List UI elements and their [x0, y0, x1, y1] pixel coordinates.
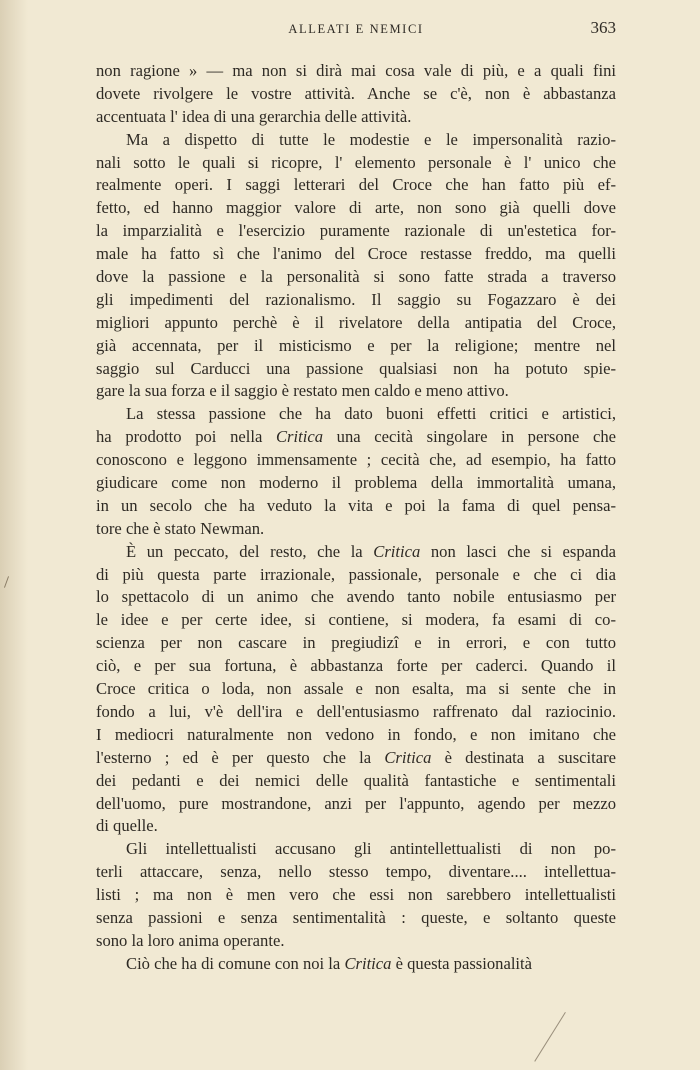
italic-title: Critica: [373, 541, 421, 561]
italic-title: Critica: [275, 427, 324, 447]
italic-title: Critica: [384, 747, 432, 767]
text-line: tore che è stato Newman.: [96, 518, 265, 538]
text-line: Gli intellettualisti accusano gli antintellettualisti di non po-: [126, 839, 616, 859]
text-line: dove la passione e la personalità si sono fatte strada a traverso: [96, 267, 616, 287]
paragraph: [96, 953, 616, 976]
text-line: le idee e per certe idee, si contiene, si modera, fa esami di co-: [96, 610, 616, 630]
paragraph: [96, 60, 616, 129]
text-line: terli attaccare, senza, nello stesso tempo, diventare.... intellettua-: [96, 862, 616, 882]
text-line: listi ; ma non è men vero che essi non sarebbero intellettualisti: [96, 885, 616, 905]
text-line: Ma a dispetto di tutte le modestie e le impersonalità razio-: [126, 129, 616, 149]
text-line: male ha fatto sì che l'animo del Croce restasse freddo, ma quelli: [96, 244, 616, 264]
running-head: ALLEATI E NEMICI: [288, 22, 424, 36]
text-line: gli impedimenti del razionalismo. Il saggio su Fogazzaro è dei: [96, 289, 616, 309]
text-line: senza passioni e senza sentimentalità : queste, e soltanto queste: [96, 907, 616, 927]
text-line: accentuata l' idea di una gerarchia delle attività.: [96, 106, 412, 126]
body-text: [96, 60, 616, 976]
text-line: realmente operi. I saggi letterari del Croce che han fatto più ef-: [96, 175, 616, 195]
text-line: in un secolo che ha veduto la vita e poi la fama di quel pensa-: [96, 495, 616, 515]
text-line: fondo a lui, v'è dell'ira e dell'entusiasmo raffrenato dal raziocinio.: [96, 701, 616, 721]
text-line: È un peccato, del resto, che la Critica non lasci che si espanda: [126, 541, 616, 561]
paragraph: [96, 129, 616, 404]
text-line: non ragione » — ma non si dirà mai cosa vale di più, e a quali fini: [96, 61, 616, 80]
margin-mark: [4, 576, 9, 588]
text-line: migliori appunto perchè è il rivelatore della antipatia del Croce,: [96, 312, 616, 332]
text-line: La stessa passione che ha dato buoni effetti critici e artistici,: [126, 404, 616, 424]
text-line: lo spettacolo di un animo che avendo tanto nobile entusiasmo per: [96, 587, 616, 607]
text-line: Croce critica o loda, non assale e non esalta, ma si sente che in: [96, 679, 616, 699]
text-line: conoscono e leggono immensamente ; cecità che, ad esempio, ha fatto: [96, 450, 616, 470]
paragraph: [96, 838, 616, 952]
text-line: Ciò che ha di comune con noi la Critica è questa passionalità: [126, 953, 533, 973]
text-line: dell'uomo, pure mostrandone, anzi per l'appunto, agendo per mezzo: [96, 793, 616, 813]
text-line: la imparzialità e l'esercizio puramente razionale di un'estetica for-: [96, 221, 616, 241]
page-header: [96, 18, 616, 44]
text-line: fetto, ed hanno maggior valore di arte, non sono già quelli dove: [96, 198, 616, 218]
text-line: l'esterno ; ed è per questo che la Critica è destinata a suscitare: [96, 747, 616, 767]
text-line: saggio sul Carducci una passione qualsiasi non ha potuto spie-: [96, 358, 616, 378]
text-line: nali sotto le quali si ricopre, l' elemento personale è l' unico che: [96, 152, 616, 172]
text-line: di quelle.: [96, 816, 158, 836]
paragraph: [96, 541, 616, 839]
text-line: giudicare come non moderno il problema della immortalità umana,: [96, 473, 616, 493]
page-number: 363: [590, 18, 616, 37]
text-line: dovete rivolgere le vostre attività. Anche se c'è, non è abbastanza: [96, 83, 616, 103]
pencil-stroke: [534, 1012, 566, 1062]
italic-title: Critica: [344, 953, 392, 973]
text-line: gare la sua forza e il saggio è restato men caldo e meno attivo.: [96, 381, 509, 401]
paragraph: [96, 403, 616, 540]
text-line: già accennata, per il misticismo e per la religione; mentre nel: [96, 335, 616, 355]
text-line: I mediocri naturalmente non vedono in fondo, e non imitano che: [96, 724, 616, 744]
text-line: ha prodotto poi nella Critica una cecità singolare in persone che: [96, 427, 616, 447]
text-line: di più questa parte irrazionale, passionale, personale e che ci dia: [96, 564, 616, 584]
text-line: dei pedanti e dei nemici delle qualità fantastiche e sentimentali: [96, 770, 616, 790]
text-line: ciò, e per sua fortuna, è abbastanza forte per caderci. Quando il: [96, 656, 616, 676]
text-line: sono la loro anima operante.: [96, 930, 285, 950]
text-line: scienza per non cascare in pregiudizî e in errori, e con tutto: [96, 633, 616, 653]
